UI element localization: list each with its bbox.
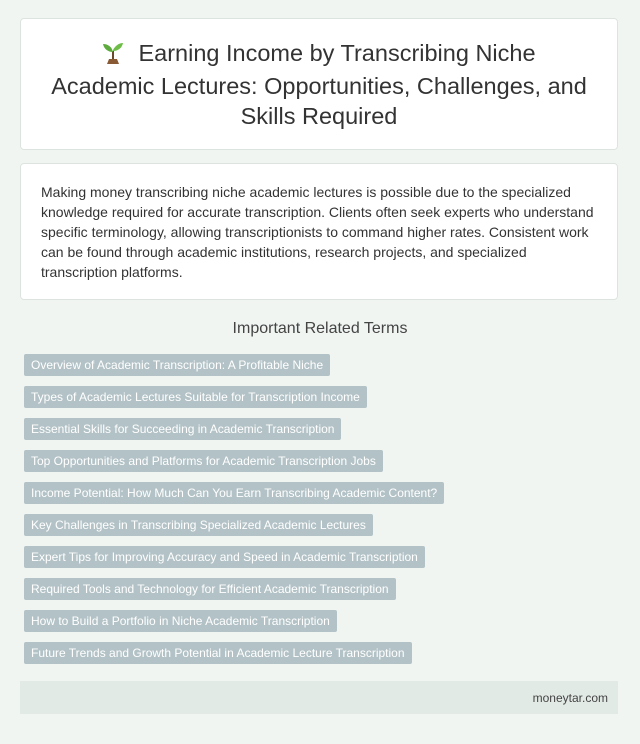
related-terms-list <box>24 354 618 674</box>
sprout-icon <box>102 40 124 71</box>
related-term-tag[interactable]: Key Challenges in Transcribing Specialized Academic Lectures <box>24 514 373 536</box>
related-term-tag[interactable]: Expert Tips for Improving Accuracy and Speed in Academic Transcription <box>24 546 425 568</box>
title-card <box>20 18 618 150</box>
related-term-tag[interactable]: Essential Skills for Succeeding in Academic Transcription <box>24 418 341 440</box>
footer <box>20 681 618 714</box>
related-term-tag[interactable]: Top Opportunities and Platforms for Academic Transcription Jobs <box>24 450 383 472</box>
page-title-text: Earning Income by Transcribing Niche Academic Lectures: Opportunities, Challenges, and Skills Required <box>51 39 587 129</box>
related-terms-heading: Important Related Terms <box>232 320 408 337</box>
page-title <box>21 38 617 131</box>
footer-site-link[interactable]: moneytar.com <box>532 690 608 705</box>
intro-text: Making money transcribing niche academic lectures is possible due to the specialized knowledge required for accurate transcription. Clients often seek experts who understand specific terminology, allowing transcriptionists to command higher rates. Consistent work can be found through academic institutions, research projects, and specialized transcription platforms. <box>41 184 594 280</box>
related-term-tag[interactable]: Required Tools and Technology for Efficient Academic Transcription <box>24 578 396 600</box>
related-term-tag[interactable]: Types of Academic Lectures Suitable for Transcription Income <box>24 386 367 408</box>
related-term-tag[interactable]: Income Potential: How Much Can You Earn Transcribing Academic Content? <box>24 482 444 504</box>
related-term-tag[interactable]: Overview of Academic Transcription: A Profitable Niche <box>24 354 330 376</box>
related-term-tag[interactable]: Future Trends and Growth Potential in Academic Lecture Transcription <box>24 642 412 664</box>
related-term-tag[interactable]: How to Build a Portfolio in Niche Academic Transcription <box>24 610 337 632</box>
intro-card <box>20 163 618 300</box>
